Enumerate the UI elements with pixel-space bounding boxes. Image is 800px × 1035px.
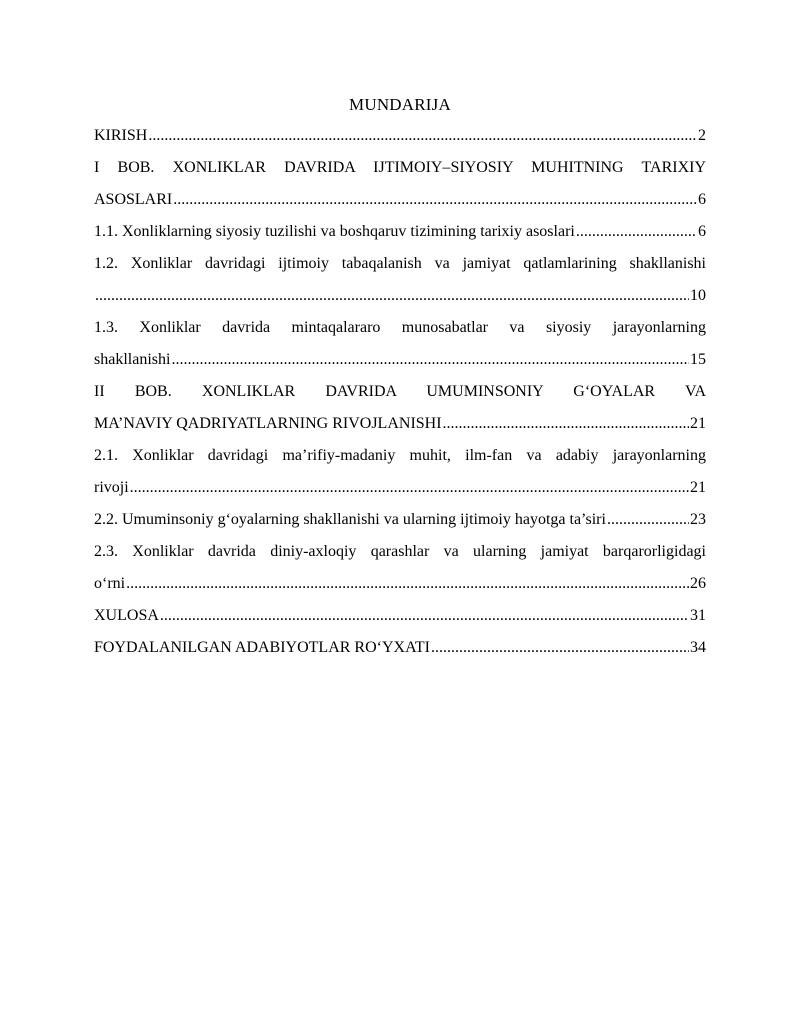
- toc-entry-section-1-2[interactable]: [94, 248, 706, 312]
- toc-page-number: 21: [690, 415, 706, 432]
- toc-entry-label-line: I BOB. XONLIKLAR DAVRIDA IJTIMOIY–SIYOSIY MUHITNING TARIXIY: [94, 159, 706, 176]
- toc-page-number: 2: [698, 127, 706, 144]
- toc-entry-line: [94, 248, 706, 280]
- toc-entry-line: [94, 408, 706, 440]
- toc-entry-label: KIRISH: [94, 127, 148, 144]
- dot-leader: [95, 280, 689, 312]
- dot-leader: [171, 344, 689, 376]
- toc-entry-label: XULOSA: [94, 607, 159, 624]
- dot-leader: [130, 472, 689, 504]
- toc-entry-label: 1.1. Xonliklarning siyosiy tuzilishi va boshqaruv tizimining tarixiy asoslari: [94, 223, 575, 240]
- toc-page-number: 10: [690, 287, 706, 304]
- toc-page-number: 34: [690, 639, 706, 656]
- toc-entry-line: [94, 472, 706, 504]
- toc-entry-label: ASOSLARI: [94, 191, 173, 208]
- toc-entry-label: FOYDALANILGAN ADABIYOTLAR RO‘YXATI: [94, 639, 430, 656]
- toc-title: MUNDARIJA: [349, 95, 451, 114]
- toc-page-number: 6: [698, 191, 706, 208]
- dot-leader: [607, 504, 689, 536]
- toc-page-number: 23: [690, 511, 706, 528]
- toc-page-number: 26: [690, 575, 706, 592]
- toc-entry-line: [94, 152, 706, 184]
- toc-entry-line: [94, 312, 706, 344]
- dot-leader: [160, 600, 689, 632]
- dot-leader: [576, 216, 697, 248]
- toc-entry-line: [94, 120, 706, 152]
- toc-page-number: 21: [690, 479, 706, 496]
- toc-entry-chapter-1[interactable]: [94, 152, 706, 216]
- dot-leader: [126, 568, 689, 600]
- toc-page-number: 31: [690, 607, 706, 624]
- toc-entry-line: [94, 376, 706, 408]
- toc-page-number: 15: [690, 351, 706, 368]
- toc-entry-line: [94, 216, 706, 248]
- toc-entry-kirish[interactable]: [94, 120, 706, 152]
- toc-entry-line: [94, 600, 706, 632]
- toc-entry-label-line: 2.1. Xonliklar davridagi ma’rifiy-madaniy muhit, ilm-fan va adabiy jarayonlarning: [94, 447, 706, 464]
- dot-leader: [443, 408, 689, 440]
- toc-entry-label: rivoji: [94, 479, 129, 496]
- toc-page-number: 6: [698, 223, 706, 240]
- toc-entry-line: [94, 568, 706, 600]
- toc-entry-line: [94, 344, 706, 376]
- dot-leader: [148, 120, 697, 152]
- toc-entry-line: [94, 440, 706, 472]
- toc-entry-line: [94, 504, 706, 536]
- toc-entry-section-2-3[interactable]: [94, 536, 706, 600]
- toc-entry-section-1-1[interactable]: [94, 216, 706, 248]
- toc-entry-label: o‘rni: [94, 575, 126, 592]
- toc-entry-label-line: 2.3. Xonliklar davrida diniy-axloqiy qarashlar va ularning jamiyat barqarorligidagi: [94, 543, 706, 560]
- toc-entry-label: 2.2. Umuminsoniy g‘oyalarning shakllanishi va ularning ijtimoiy hayotga ta’siri: [94, 511, 606, 528]
- toc-entry-xulosa[interactable]: [94, 600, 706, 632]
- toc-entry-label-line: II BOB. XONLIKLAR DAVRIDA UMUMINSONIY G‘OYALAR VA: [94, 383, 706, 400]
- toc-entry-section-1-3[interactable]: [94, 312, 706, 376]
- toc-entry-label-line: 1.2. Xonliklar davridagi ijtimoiy tabaqalanish va jamiyat qatlamlarining shakllanishi: [94, 255, 706, 272]
- toc-entry-label: MA’NAVIY QADRIYATLARNING RIVOJLANISHI: [94, 415, 442, 432]
- toc-entry-line: [94, 536, 706, 568]
- toc-entry-line: [94, 632, 706, 664]
- dot-leader: [173, 184, 697, 216]
- toc-entry-section-2-2[interactable]: [94, 504, 706, 536]
- toc-entry-label-line: 1.3. Xonliklar davrida mintaqalararo munosabatlar va siyosiy jarayonlarning: [94, 319, 706, 336]
- dot-leader: [431, 632, 689, 664]
- toc-entry-references[interactable]: [94, 632, 706, 664]
- toc-entry-line: [94, 184, 706, 216]
- table-of-contents: [94, 120, 706, 664]
- toc-entry-section-2-1[interactable]: [94, 440, 706, 504]
- toc-entry-line: [94, 280, 706, 312]
- toc-entry-chapter-2[interactable]: [94, 376, 706, 440]
- toc-entry-label: shakllanishi: [94, 351, 171, 368]
